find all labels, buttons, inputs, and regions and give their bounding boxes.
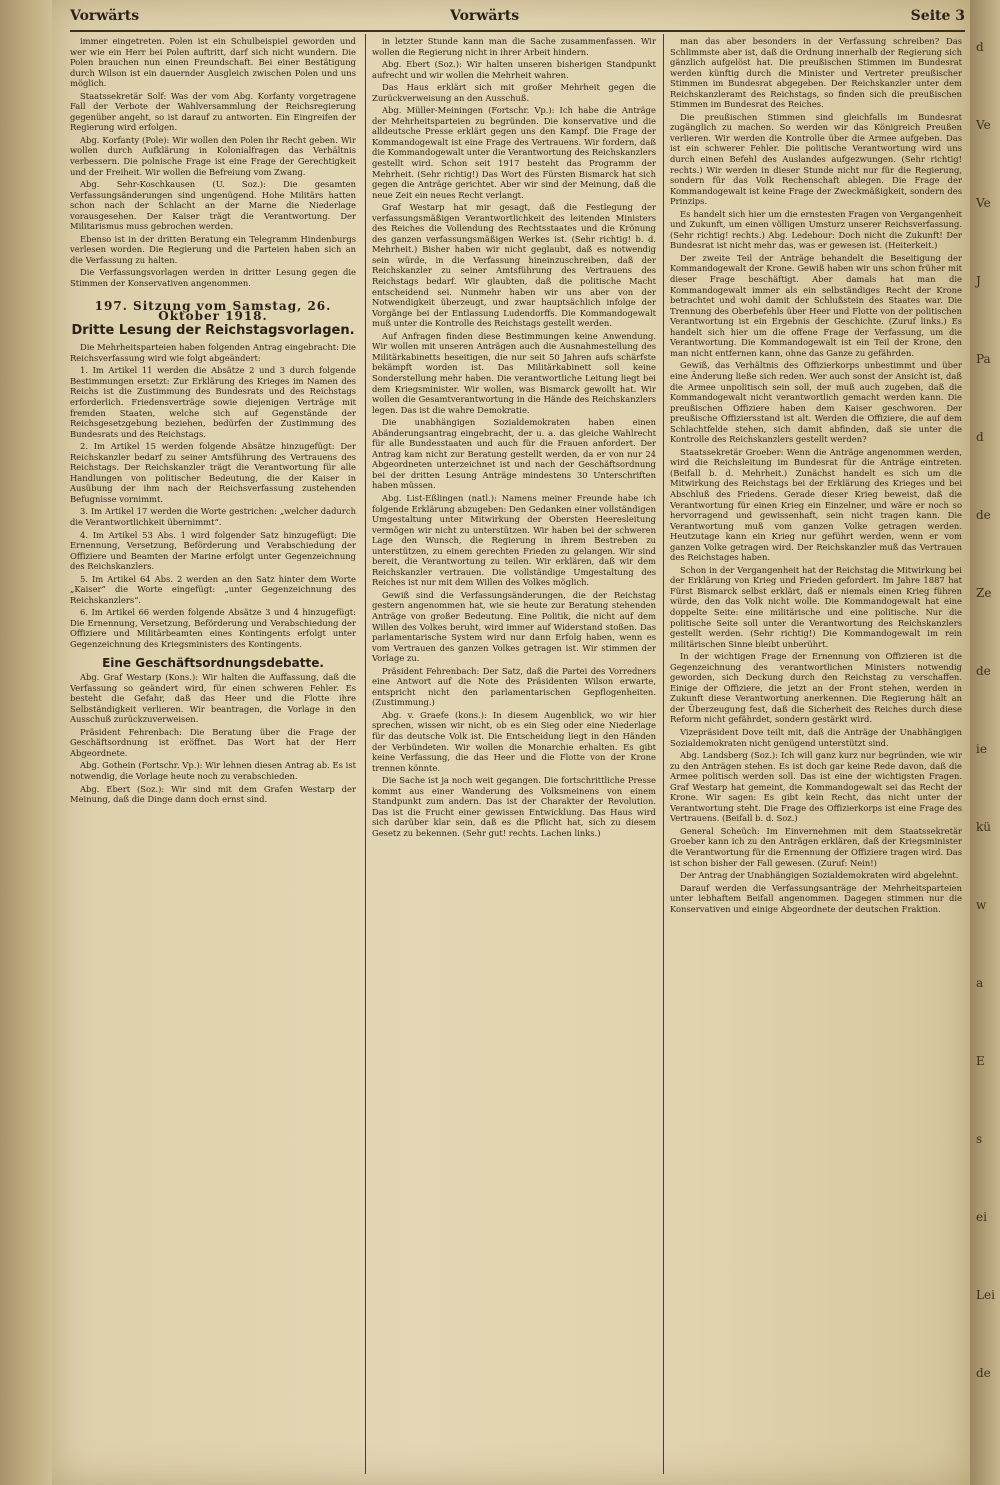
header-left: Vorwärts [70,8,140,24]
column-1 [70,36,356,1476]
column-1-amendments [70,342,356,649]
column-rule-1 [365,34,366,1474]
article-paragraph: Gewiß, das Verhältnis des Offizierkorps unbestimmt und über eine Änderung ließe sich reden. Wer auch sonst der Ansicht ist, daß die Armee unpolitisch sein soll, der muß auch zugeben, daß die Kommandogewalt nicht verantwortlich gemacht werden kann. Die preußischen Offiziere haben dem Kaiser geschworen. Der preußische Offiziersstand ist alt. Werden die Offiziere, die auf dem Schlachtfelde stehen, sich damit abfinden, daß sie unter die Kontrolle des Reichskanzlers gestellt werden? [670,360,962,445]
adjacent-page-edge [970,0,1000,1485]
column-3 [670,36,962,1476]
article-paragraph: in letzter Stunde kann man die Sache zusammenfassen. Wir wollen die Regierung nicht in ihrer Arbeit hindern. [372,36,656,57]
adjacent-page-fragment: Ve [976,118,991,132]
adjacent-page-fragment: Ve [976,196,991,210]
adjacent-page-fragment: Lei [976,1288,995,1302]
article-paragraph: 1. Im Artikel 11 werden die Absätze 2 und 3 durch folgende Bestimmungen ersetzt: Zur Erklärung des Krieges im Namen des Reichs ist die Zustimmung des Bundesrats und des Reichstags erforderlich. Friedensverträge sowie diejenigen Verträge mit fremden Staaten, welche sich auf Gegenstände der Reichsgesetzgebung beziehen, bedürfen der Zustimmung des Bundesrats und des Reichstags. [70,365,356,439]
article-paragraph: In der wichtigen Frage der Ernennung von Offizieren ist die Gegenzeichnung des verantwortlichen Ministers notwendig geworden, sich Deckung durch den Reichstag zu verschaffen. Einige der Offiziere, die jetzt an der Front stehen, werden in Zukunft diese Verantwortung anerkennen. Die Regierung hält an der Überzeugung fest, daß die Sicherheit des Reiches durch diese Reform nicht gefährdet, sondern gestärkt wird. [670,651,962,725]
article-paragraph: Abg. Ebert (Soz.): Wir sind mit dem Grafen Westarp der Meinung, daß die Dinge dann doch ernst sind. [70,783,356,805]
adjacent-page-fragment: d [976,430,984,444]
article-paragraph: Staatssekretär Groeber: Wenn die Anträge angenommen werden, wird die Reichsleitung im Bundesrat für die Anträge eintreten. (Beifall b. d. Mehrheit.) Zunächst handelt es sich um die Mitwirkung des Reichstags bei der Erklärung des Krieges und bei Abschluß des Friedens. Gerade dieser Krieg beweist, daß die Verantwortung für einen Krieg ein Einzelner, und wäre er noch so hervorragend und gewissenhaft, sein nicht tragen kann. Die Verantwortung muß vom ganzen Volke getragen werden. Heutzutage kann ein Krieg nur geführt werden, wenn er vom ganzen Volke getragen wird. Der Reichskanzler muß das Vertrauen des Reichstages haben. [670,446,962,563]
adjacent-page-fragment: s [976,1132,983,1146]
article-paragraph: Die preußischen Stimmen sind gleichfalls im Bundesrat zugänglich zu machen. So werden wir das Königreich Preußen verlieren. Wir werden die Kontrolle über die Armee aufgeben. Das ist ein schwerer Fehler. Die politische Verantwortung wird uns durch einen Befehl des Auslandes aufgezwungen. (Sehr richtig! rechts.) Wir werden in dieser Stunde nicht nur für die Regierung, sondern für das Volk Rechenschaft ablegen. Die Frage der Kommandogewalt ist keine Frage der Zweckmäßigkeit, sondern des Prinzips. [670,111,962,207]
adjacent-page-fragment: ie [976,742,987,756]
article-paragraph: Präsident Fehrenbach: Die Beratung über die Frage der Geschäftsordnung ist eröffnet. Das Wort hat der Herr Abgeordnete. [70,726,356,758]
article-paragraph: Darauf werden die Verfassungsanträge der Mehrheitsparteien unter lebhaftem Beifall angenommen. Dagegen stimmen nur die Konservativen und einige Abgeordnete der deutschen Fraktion. [670,882,962,914]
adjacent-page-fragment: kü [976,820,991,834]
article-paragraph: Abg. Gothein (Fortschr. Vp.): Wir lehnen diesen Antrag ab. Es ist notwendig, die Vorlage heute noch zu verabschieden. [70,760,356,781]
column-2-paragraphs [372,36,656,838]
adjacent-page-fragment: ei [976,1210,987,1224]
article-paragraph: Staatssekretär Solf: Was der vom Abg. Korfanty vorgetragene Fall der Verbote der Wahlversammlung der Reichsregierung gegenüber angeht, so ist darauf zu antworten. Ein Eingreifen der Regierung wird erfolgen. [70,90,356,133]
adjacent-page-fragment: Ze [976,586,992,600]
article-paragraph: Die Verfassungsvorlagen werden in dritter Lesung gegen die Stimmen der Konservativen angenommen. [70,267,356,289]
article-paragraph: Abg. v. Graefe (kons.): In diesem Augenblick, wo wir hier sprechen, wissen wir nicht, ob es ein Sieg oder eine Niederlage für das deutsche Volk ist. Die Entscheidung liegt in den Händen der Verbündeten. Wir wollen die Monarchie erhalten. Es gibt keine Verfassung, die das Heer und die Flotte von der Krone trennen könnte. [372,709,656,773]
article-paragraph: Abg. Sehr-Koschkausen (U. Soz.): Die gesamten Verfassungsänderungen sind ungenügend. Hohe Militärs hatten schon nach der Schlacht an der Marne die Niederlage vorausgesehen. Der Kaiser trägt die Verantwortung. Der Militarismus muss gebrochen werden. [70,179,356,232]
adjacent-page-fragment: de [976,664,991,678]
article-paragraph: Abg. Graf Westarp (Kons.): Wir halten die Auffassung, daß die Verfassung so geändert wird, für einen schweren Fehler. Es besteht die Gefahr, daß das Heer und die Flotte ihre Selbständigkeit verlieren. Wir beantragen, die Vorlage in den Ausschuß zurückzuverweisen. [70,672,356,725]
article-paragraph: man das aber besonders in der Verfassung schreiben? Das Schlimmste aber ist, daß die Ordnung innerhalb der Regierung sich gänzlich aufgelöst hat. Die preußischen Stimmen im Bundesrat werden künftig durch die Minister und Vertreter preußischer Stimmen im Bundesrat abgegeben. Der Reichskanzler unter dem Reichskanzleramt des Reichstags, so finden sich die preußischen Stimmen im Bundesrat des Reiches. [670,36,962,110]
adjacent-page-fragment: d [976,40,984,54]
column-2 [372,36,656,1476]
header-right: Seite 3 [910,8,965,24]
article-paragraph: Die Sache ist ja noch weit gegangen. Die fortschrittliche Presse kommt aus einer Wanderung des Volksmeinens von einem Standpunkt zum andern. Das ist der Charakter der Revolution. Das ist die Frucht einer gewissen Entwicklung. Das Haus wird sich darüber klar sein, daß es die Pflicht hat, sich zu diesem Gesetz zu bekennen. (Sehr gut! rechts. Lachen links.) [372,775,656,838]
article-paragraph: 2. Im Artikel 15 werden folgende Absätze hinzugefügt: Der Reichskanzler bedarf zu seiner Amtsführung des Vertrauens des Reichstags. Der Reichskanzler trägt die Verantwortung für alle Handlungen von politischer Bedeutung, die der Kaiser in Ausübung der ihm nach der Reichsverfassung zustehenden Befugnisse vornimmt. [70,441,356,504]
article-paragraph: Abg. Ebert (Soz.): Wir halten unseren bisherigen Standpunkt aufrecht und wir wollen die Mehrheit wahren. [372,59,656,80]
section-heading: Dritte Lesung der Reichstagsvorlagen. [71,322,355,338]
article-paragraph: General Scheüch: Im Einvernehmen mit dem Staatssekretär Groeber kann ich zu den Anträgen erklären, daß der Kriegsminister die Verantwortung für die Ernennung der Offiziere tragen wird. Das ist schon bisher der Fall gewesen. (Zuruf: Nein!) [670,825,962,868]
article-paragraph: Das Haus erklärt sich mit großer Mehrheit gegen die Zurückverweisung an den Ausschuß. [372,82,656,103]
column-rule-2 [663,34,664,1474]
adjacent-page-fragment: a [976,976,984,990]
article-paragraph: Präsident Fehrenbach: Der Satz, daß die Partei des Vorredners eine Antwort auf die Note des Präsidenten Wilson erwarte, entspricht nicht den parlamentarischen Gepflogenheiten. (Zustimmung.) [372,665,656,708]
article-paragraph: Der Antrag der Unabhängigen Sozialdemokraten wird abgelehnt. [680,870,959,881]
article-paragraph: Abg. Landsberg (Soz.): Ich will ganz kurz nur begründen, wie wir zu den Anträgen stehen. Es ist doch gar keine Rede davon, daß die Armee politisch werden soll. Das ist eine der wichtigsten Fragen. Graf Westarp hat gemeint, die Kommandogewalt sei das Recht der Krone. Wir sagen: Es gibt kein Recht, das nicht unter der Verantwortung steht. Die Frage des Offizierkorps ist eine Frage des Vertrauens. (Beifall b. d. Soz.) [670,750,962,824]
header-center: Vorwärts [450,8,520,24]
article-paragraph: Vizepräsident Dove teilt mit, daß die Anträge der Unabhängigen Sozialdemokraten nicht genügend unterstützt sind. [670,727,962,748]
article-paragraph: Graf Westarp hat mir gesagt, daß die Festlegung der verfassungsmäßigen Verantwortlichkeit des leitenden Ministers des Reiches die Vollendung des Rechtsstaates und die Krönung des ganzen verfassungsmäßigen Werkes ist. (Sehr richtig! b. d. Mehrheit.) Bisher haben wir nicht geglaubt, daß es notwendig sein würde, in die Verfassung hineinzuschreiben, daß der Reichskanzler zu seiner Amtsführung des Vertrauens des Reichstags bedarf. Wir glaubten, daß die politische Macht entscheidend sei. Nunmehr haben wir uns aber von der Notwendigkeit überzeugt, und zwar hauptsächlich infolge der Vorgänge bei der Entlassung Ludendorffs. Die Kommandogewalt muß unter die Kontrolle des Reichstags gestellt werden. [372,202,656,329]
article-paragraph: Der zweite Teil der Anträge behandelt die Beseitigung der Kommandogewalt der Krone. Gewiß haben wir uns schon früher mit dieser Frage beschäftigt. Aber damals hat man die Kommandogewalt immer als ein selbständiges Recht der Krone betrachtet und wohl damit der Schlußstein des Staates war. Die Trennung des Oberbefehls über Heer und Flotte von der politischen Verantwortung ist ein Ergebnis der Geschichte. (Zuruf links.) Es handelt sich hier um die offene Frage der Verfassung, um die Verantwortung. Die Kommandogewalt ist ein Teil der Krone, den man nicht entfernen kann, ohne das Ganze zu gefährden. [670,252,962,358]
article-paragraph: Gewiß sind die Verfassungsänderungen, die der Reichstag gestern angenommen hat, wie sie heute zur Beratung stehenden Anträge von großer Bedeutung. Eine Politik, die nicht auf dem Willen des Volkes beruht, wird immer auf Widerstand stoßen. Das parlamentarische System wird nur dann Erfolg haben, wenn es vom Vertrauen des ganzen Volkes getragen ist. Wir stimmen der Vorlage zu. [372,589,656,664]
article-paragraph: Es handelt sich hier um die ernstesten Fragen von Vergangenheit und Zukunft, um einen völligen Umsturz unserer Reichsverfassung. (Sehr richtig! rechts.) Abg. Ledebour: Doch nicht die Zukunft! Der Bundesrat ist nicht mehr das, was er gewesen ist. (Heiterkeit.) [670,208,962,251]
article-paragraph: 3. Im Artikel 17 werden die Worte gestrichen: „welcher dadurch die Verantwortlichkeit übernimmt“. [70,506,356,527]
column-3-paragraphs [670,36,962,914]
article-paragraph: Ebenso ist in der dritten Beratung ein Telegramm Hindenburgs verlesen worden. Die Regierung und die Parteien haben sich an die Verfassung zu halten. [70,233,356,265]
adjacent-page-fragment: w [976,898,987,912]
adjacent-page-fragment: J [976,274,981,288]
adjacent-page-fragment: Pa [976,352,991,366]
article-paragraph: 4. Im Artikel 53 Abs. 1 wird folgender Satz hinzugefügt: Die Ernennung, Versetzung, Beförderung und Verabschiedung der Offiziere und Beamten der Marine erfolgt unter Gegenzeichnung des Reichskanzlers. [70,529,356,572]
session-heading: 197. Sitzung vom Samstag, 26. Oktober 1918. [94,298,332,324]
page-binding [0,0,52,1485]
article-paragraph: 6. Im Artikel 66 werden folgende Absätze 3 und 4 hinzugefügt: Die Ernennung, Versetzung, Beförderung und Verabschiedung der Offiziere und Militärbeamten eines Kontingents erfolgt unter Gegenzeichnung des Kriegsministers des Kontingents. [70,607,356,649]
article-paragraph: 5. Im Artikel 64 Abs. 2 werden an den Satz hinter dem Worte „Kaiser“ die Worte eingefügt: „unter Gegenzeichnung des Reichskanzlers“. [70,573,356,605]
article-paragraph: Abg. Korfanty (Pole): Wir wollen den Polen ihr Recht geben. Wir wollen durch Aufklärung in Kolonialfragen das Verhältnis verbessern. Die polnische Frage ist eine Frage der Gerechtigkeit und der Freiheit. Wir wollen die Befreiung vom Zwang. [70,134,356,177]
adjacent-page-fragment: de [976,508,991,522]
column-1-closing [70,672,356,805]
article-paragraph: Die Mehrheitsparteien haben folgenden Antrag eingebracht: Die Reichsverfassung wird wie folgt abgeändert: [70,342,356,363]
article-paragraph: Auf Anfragen finden diese Bestimmungen keine Anwendung. Wir wollen mit unseren Anträgen auch die Ausnahmestellung des Militärkabinetts beseitigen, die nur seit 50 Jahren aufs schärfste bekämpft worden ist. Das Militärkabinett soll keine Sonderstellung mehr haben. Die verantwortliche Leitung liegt bei dem Kriegsminister. Wir wollen, was Bismarck gewollt hat. Wir wollen die Gesamtverantwortung in die Hände des Reichskanzlers legen. Das ist die wahre Demokratie. [372,330,656,415]
article-paragraph: Abg. List-Eßlingen (natl.): Namens meiner Freunde habe ich folgende Erklärung abzugeben: Den Gedanken einer vollständigen Umgestaltung unter Mitwirkung der Obersten Heeresleitung vermögen wir nicht zu unterstützen. Wir haben bei der schweren Lage den Wunsch, die Regierung in ihrem Bestreben zu unterstützen, zu einem gerechten Frieden zu gelangen. Wir sind bereit, die Verantwortung zu teilen. Wir erklären, daß wir dem Reichskanzler vertrauen. Die vollständige Umgestaltung des Reiches ist nur mit dem Willen des Volkes möglich. [372,492,656,588]
page-header [70,6,965,32]
column-1-top-paragraphs [70,36,356,289]
sub-heading: Eine Geschäftsordnungsdebatte. [102,655,324,670]
article-paragraph: Schon in der Vergangenheit hat der Reichstag die Mitwirkung bei der Erklärung von Krieg und Frieden gefordert. Im Jahre 1887 hat Fürst Bismarck selbst erklärt, daß er niemals einen Krieg führen würde, den das Volk nicht wolle. Die Kommandogewalt hat eine doppelte Seite: eine militärische und eine politische. Nur die politische Seite soll unter die Verantwortung des Reichskanzlers gestellt werden. (Sehr richtig!) Die Kommandogewalt im rein militärischen Sinne bleibt unberührt. [670,564,962,649]
article-paragraph: Abg. Müller-Meiningen (Fortschr. Vp.): Ich habe die Anträge der Mehrheitsparteien zu begründen. Die konservative und die alldeutsche Presse erklärt gegen uns den Kampf. Die Frage der Kommandogewalt ist eine Frage des Vertrauens. Wir fordern, daß die Kommandogewalt unter die Verantwortung des Reichskanzlers gestellt wird. Schon seit 1917 besteht das Programm der Mehrheit. (Sehr richtig!) Das Wort des Fürsten Bismarck hat sich gegen die Anträge gerichtet. Aber wir sind der Meinung, daß die neue Zeit ein neues Recht verlangt. [372,105,656,200]
adjacent-page-fragment: E [976,1054,985,1068]
article-paragraph: Die unabhängigen Sozialdemokraten haben einen Abänderungsantrag eingebracht, der u. a. das gleiche Wahlrecht für alle Bundesstaaten und auch für die Frauen anfordert. Der Antrag kam nicht zur Beratung gestellt werden, da er von nur 24 Abgeordneten unterzeichnet ist und nach der Geschäftsordnung bei der dritten Lesung Anträge mindestens 30 Unterschriften haben müssen. [372,417,656,491]
adjacent-page-fragment: de [976,1366,991,1380]
article-paragraph: immer eingetreten. Polen ist ein Schulbeispiel geworden und wer wie ein Herr bei Polen auftritt, darf sich nicht wundern. Die Polen brauchen nun einen Freundschaft. Bei einer Bestätigung durch Wilson ist ein dauernder Ausgleich zwischen Polen und uns möglich. [70,36,356,89]
